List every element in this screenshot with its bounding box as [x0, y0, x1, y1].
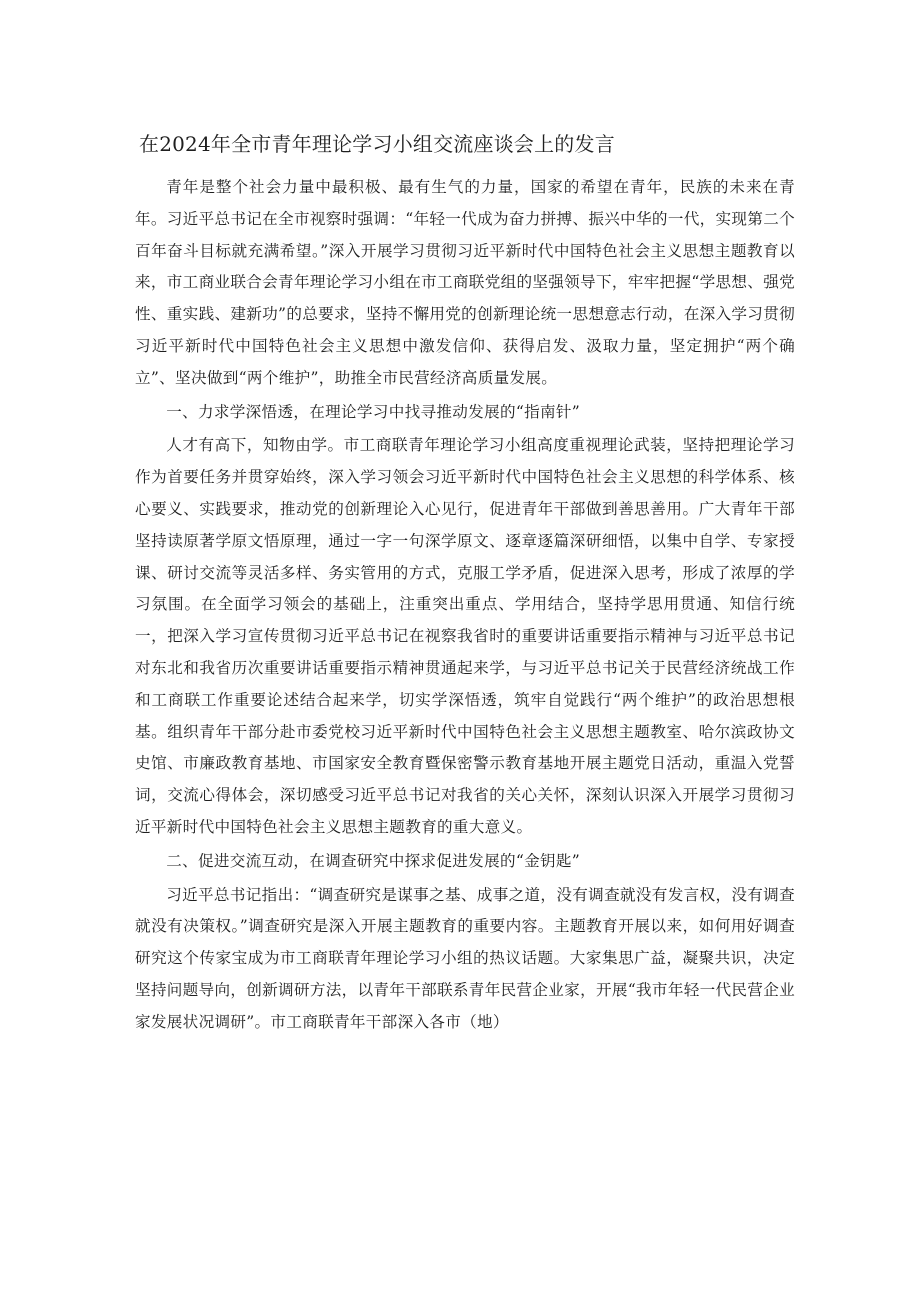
- section-2-paragraph: 习近平总书记指出：“调查研究是谋事之基、成事之道，没有调查就没有发言权，没有调查就没有决策权。”调查研究是深入开展主题教育的重要内容。主题教育开展以来，如何用好调查研究这个传家宝成为市工商联青年理论学习小组的热议话题。大家集思广益，凝聚共识，决定坚持问题导向，创新调研方法，以青年干部联系青年民营企业家，开展“我市年轻一代民营企业家发展状况调研”。市工商联青年干部深入各市（地）: [135, 885, 795, 1031]
- document-body: [135, 172, 795, 1039]
- intro-paragraph: 青年是整个社会力量中最积极、最有生气的力量，国家的希望在青年，民族的未来在青年。习近平总书记在全市视察时强调：“年轻一代成为奋力拼搏、振兴中华的一代，实现第二个百年奋斗目标就充满希望。”深入开展学习贯彻习近平新时代中国特色社会主义思想主题教育以来，市工商业联合会青年理论学习小组在市工商联党组的坚强领导下，牢牢把握“学思想、强党性、重实践、建新功”的总要求，坚持不懈用党的创新理论统一思想意志行动，在深入学习贯彻习近平新时代中国特色社会主义思想中激发信仰、获得启发、汲取力量，坚定拥护“两个确立”、坚决做到“两个维护”，助推全市民营经济高质量发展。: [135, 178, 795, 387]
- section-heading-1: 一、力求学深悟透，在理论学习中找寻推动发展的“指南针”: [166, 402, 581, 421]
- section-1-paragraph: 人才有高下，知物由学。市工商联青年理论学习小组高度重视理论武装，坚持把理论学习作为首要任务并贯穿始终，深入学习领会习近平新时代中国特色社会主义思想的科学体系、核心要义、实践要求，推动党的创新理论入心见行，促进青年干部做到善思善用。广大青年干部坚持读原著学原文悟原理，通过一字一句深学原文、逐章逐篇深研细悟，以集中自学、专家授课、研讨交流等灵活多样、务实管用的方式，克服工学矛盾，促进深入思考，形成了浓厚的学习氛围。在全面学习领会的基础上，注重突出重点、学用结合，坚持学思用贯通、知信行统一，把深入学习宣传贯彻习近平总书记在视察我省时的重要讲话重要指示精神与习近平总书记对东北和我省历次重要讲话重要指示精神贯通起来学，与习近平总书记关于民营经济统战工作和工商联工作重要论述结合起来学，切实学深悟透，筑牢自觉践行“两个维护”的政治思想根基。组织青年干部分赴市委党校习近平新时代中国特色社会主义思想主题教室、哈尔滨政协文史馆、市廉政教育基地、市国家安全教育暨保密警示教育基地开展主题党日活动，重温入党誓词，交流心得体会，深切感受习近平总书记对我省的关心关怀，深刻认识深入开展学习贯彻习近平新时代中国特色社会主义思想主题教育的重大意义。: [135, 436, 795, 836]
- document-title: 在2024年全市青年理论学习小组交流座谈会上的发言: [139, 132, 615, 156]
- section-heading-2: 二、促进交流互动，在调查研究中探求促进发展的“金钥匙”: [166, 851, 581, 870]
